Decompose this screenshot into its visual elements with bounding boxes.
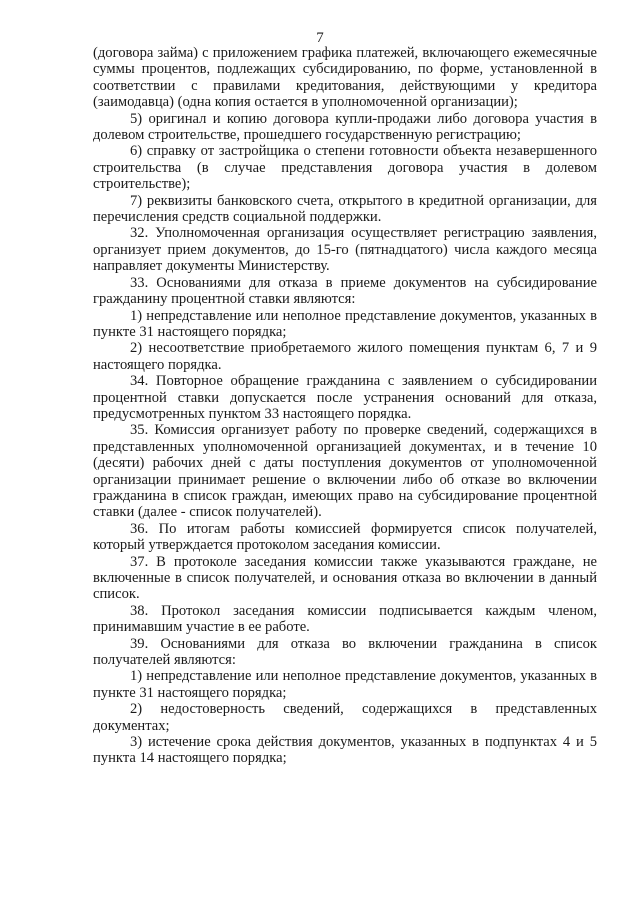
list-item-33-1: 1) непредставление или неполное представление документов, указанных в пункте 31 настоящего порядка; (93, 307, 597, 340)
list-item-6-developer-certificate: 6) справку от застройщика о степени готовности объекта незавершенного строительства (в случае представления договора участия в долевом строительстве); (93, 143, 597, 193)
page-number: 7 (316, 30, 324, 46)
paragraph-39: 39. Основаниями для отказа во включении гражданина в список получателей являются: (93, 635, 597, 669)
paragraph-38: 38. Протокол заседания комиссии подписывается каждым членом, принимавшим участие в ее работе. (93, 602, 597, 636)
list-item-33-2: 2) несоответствие приобретаемого жилого помещения пунктам 6, 7 и 9 настоящего порядка. (93, 340, 597, 373)
list-item-39-3: 3) истечение срока действия документов, указанных в подпунктах 4 и 5 пункта 14 настоящего порядка; (93, 734, 597, 767)
paragraph-36: 36. По итогам работы комиссией формируется список получателей, который утверждается протоколом заседания комиссии. (93, 520, 597, 554)
paragraph-33: 33. Основаниями для отказа в приеме документов на субсидирование гражданину процентной ставки являются: (93, 274, 597, 308)
paragraph-35: 35. Комиссия организует работу по проверке сведений, содержащихся в представленных уполномоченной организацией документах, и в течение 10 (десяти) рабочих дней с даты поступления документов от уполномоченной организации принимает решение о включении либо об отказе во включении гражданина в список граждан, имеющих право на субсидирование процентной ставки (далее - список получателей). (93, 422, 597, 521)
list-item-39-2: 2) недостоверность сведений, содержащихся в представленных документах; (93, 701, 597, 734)
list-item-7-bank-details: 7) реквизиты банковского счета, открытого в кредитной организации, для перечисления средств социальной поддержки. (93, 192, 597, 226)
paragraph-32: 32. Уполномоченная организация осуществляет регистрацию заявления, организует прием документов, до 15-го (пятнадцатого) числа каждого месяца направляет документы Министерству. (93, 225, 597, 275)
paragraph-loan-schedule: (договора займа) с приложением графика платежей, включающего ежемесячные суммы процентов, подлежащих субсидированию, по форме, установленной в соответствии с правилами кредитования, действующими у кредитора (заимодавца) (одна копия остается в уполномоченной организации); (93, 45, 597, 111)
document-body (93, 45, 597, 767)
paragraph-37: 37. В протоколе заседания комиссии также указываются граждане, не включенные в список получателей, и основания отказа во включении в данный список. (93, 553, 597, 603)
list-item-5-contract: 5) оригинал и копию договора купли-продажи либо договора участия в долевом строительстве, прошедшего государственную регистрацию; (93, 110, 597, 144)
paragraph-34: 34. Повторное обращение гражданина с заявлением о субсидировании процентной ставки допускается после устранения оснований для отказа, предусмотренных пунктом 33 настоящего порядка. (93, 373, 597, 422)
list-item-39-1: 1) непредставление или неполное представление документов, указанных в пункте 31 настоящего порядка; (93, 668, 597, 701)
